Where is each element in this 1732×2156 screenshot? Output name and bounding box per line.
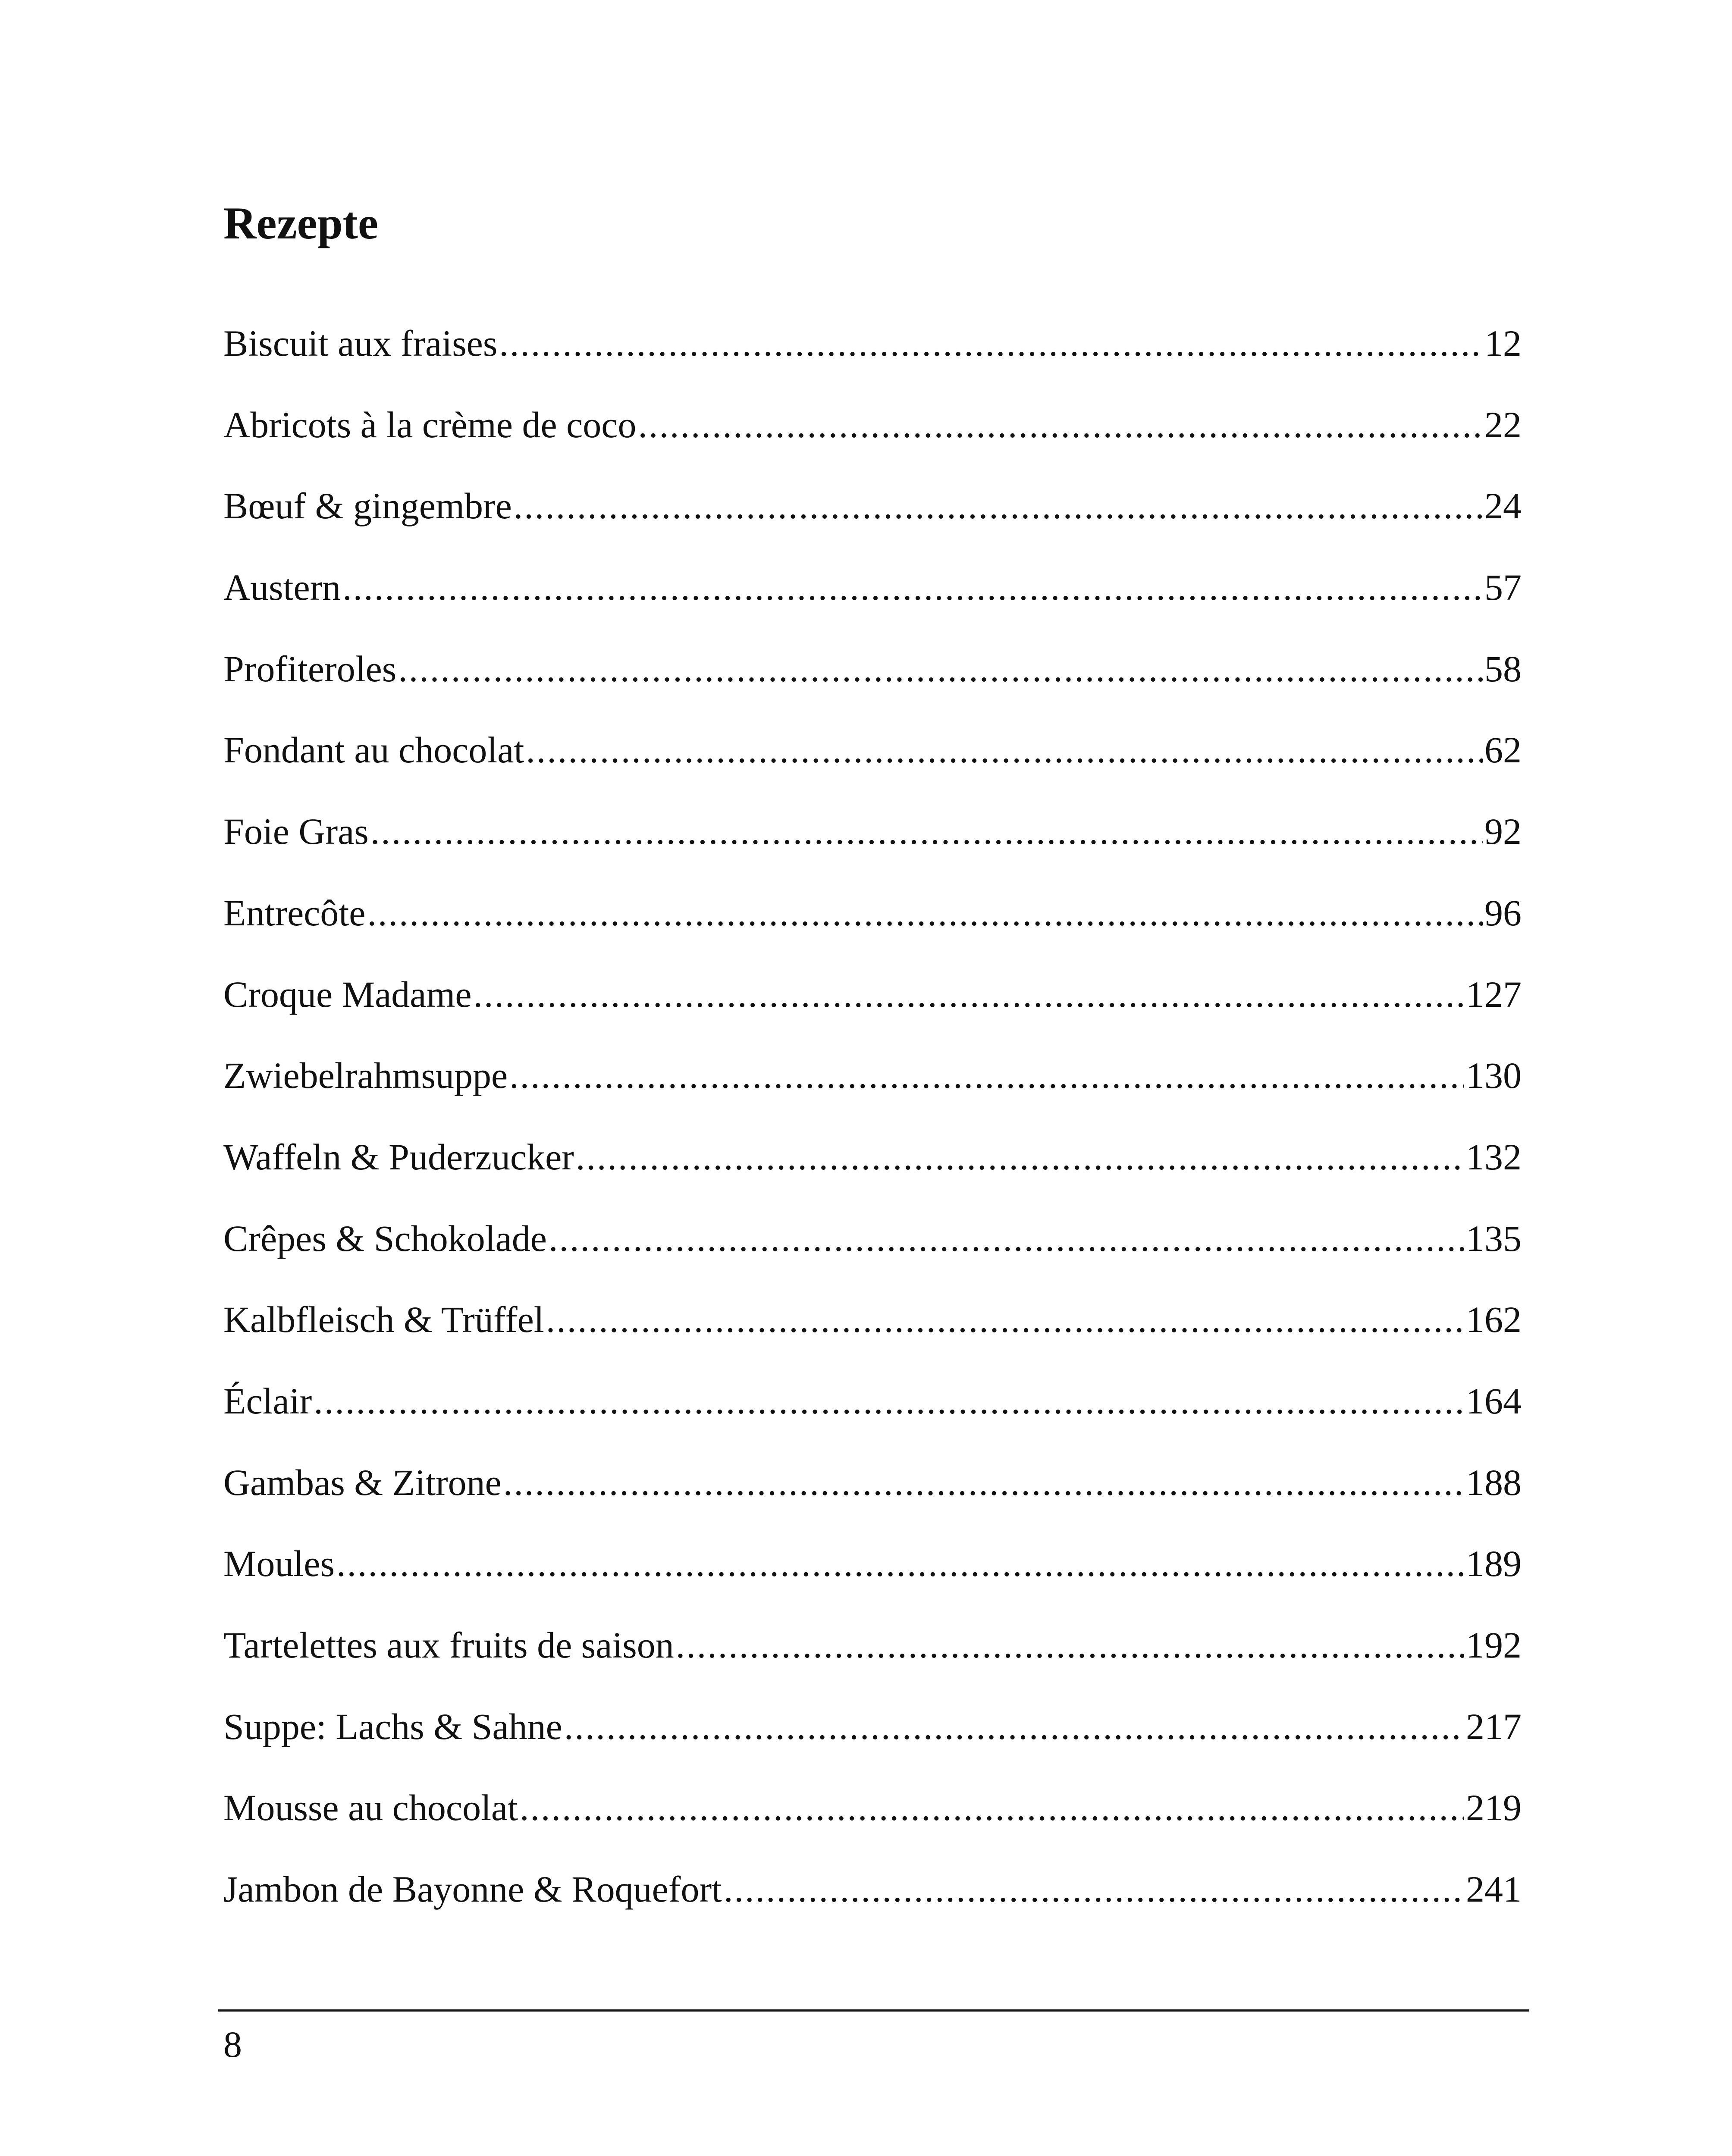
dot-leader (509, 1053, 1464, 1098)
toc-entry-title: Entrecôte (223, 892, 366, 934)
toc-entry-title: Moules (223, 1543, 335, 1585)
toc-entry (223, 321, 1522, 403)
toc-entry-title: Profiteroles (223, 648, 397, 689)
toc-entry-title: Jambon de Bayonne & Roquefort (223, 1868, 722, 1910)
dot-leader (499, 321, 1483, 366)
toc-entry-title: Fondant au chocolat (223, 729, 524, 771)
dot-leader (676, 1623, 1464, 1667)
toc-entry (223, 972, 1522, 1054)
dot-leader (724, 1867, 1464, 1912)
dot-leader (342, 565, 1483, 610)
toc-entry-page: 12 (1484, 323, 1522, 364)
toc-entry-title: Waffeln & Puderzucker (223, 1136, 574, 1178)
toc-entry (223, 809, 1522, 891)
dot-leader (367, 891, 1483, 935)
toc-entry-page: 188 (1466, 1461, 1522, 1503)
toc-entry (223, 1705, 1522, 1786)
toc-entry-title: Biscuit aux fraises (223, 323, 498, 364)
dot-leader (370, 809, 1483, 854)
dot-leader (503, 1460, 1464, 1505)
dot-leader (336, 1542, 1464, 1586)
toc-entry-title: Austern (223, 567, 341, 608)
dot-leader (638, 403, 1483, 447)
toc-entry-title: Zwiebelrahmsuppe (223, 1055, 508, 1097)
toc-entry-page: 57 (1484, 567, 1522, 608)
toc-entry-page: 22 (1484, 404, 1522, 445)
dot-leader (520, 1786, 1464, 1830)
toc-entry (223, 1786, 1522, 1867)
toc-entry (223, 1623, 1522, 1705)
toc-entry (223, 647, 1522, 728)
toc-entry-page: 164 (1466, 1380, 1522, 1422)
page-number: 8 (223, 2024, 242, 2065)
toc-entry-page: 24 (1484, 485, 1522, 527)
toc-entry-title: Abricots à la crème de coco (223, 404, 637, 445)
toc-entry (223, 1460, 1522, 1542)
page-title: Rezepte (223, 198, 378, 248)
toc-entry-title: Foie Gras (223, 811, 369, 852)
toc-entry-title: Bœuf & gingembre (223, 485, 512, 527)
toc-entry-page: 135 (1466, 1217, 1522, 1259)
toc-entry (223, 1542, 1522, 1623)
toc-entry (223, 1135, 1522, 1216)
footer-divider (218, 2009, 1529, 2012)
toc-entry-page: 127 (1466, 973, 1522, 1015)
toc-entry-page: 58 (1484, 648, 1522, 689)
dot-leader (526, 728, 1483, 772)
dot-leader (549, 1216, 1464, 1261)
dot-leader (398, 647, 1483, 691)
toc-entry-title: Suppe: Lachs & Sahne (223, 1705, 562, 1747)
toc-entry-title: Gambas & Zitrone (223, 1461, 502, 1503)
toc-entry-page: 162 (1466, 1299, 1522, 1341)
dot-leader (314, 1379, 1464, 1423)
toc-entry (223, 728, 1522, 809)
toc-entry-page: 192 (1466, 1624, 1522, 1666)
toc-entry (223, 403, 1522, 484)
toc-entry-page: 132 (1466, 1136, 1522, 1178)
toc-entry-page: 92 (1484, 811, 1522, 852)
toc-entry-page: 219 (1466, 1787, 1522, 1829)
dot-leader (564, 1705, 1464, 1749)
toc-entry-title: Mousse au chocolat (223, 1787, 518, 1829)
toc-entry-page: 241 (1466, 1868, 1522, 1910)
toc-entry (223, 1297, 1522, 1379)
toc-entry (223, 1216, 1522, 1298)
toc-entry (223, 1379, 1522, 1460)
toc-entry-page: 217 (1466, 1705, 1522, 1747)
dot-leader (474, 972, 1464, 1017)
toc-entry-page: 189 (1466, 1543, 1522, 1585)
dot-leader (514, 484, 1483, 528)
toc-entry-title: Tartelettes aux fruits de saison (223, 1624, 674, 1666)
toc-entry-title: Kalbfleisch & Trüffel (223, 1299, 544, 1341)
recipe-index (223, 321, 1522, 1949)
toc-entry-page: 96 (1484, 892, 1522, 934)
toc-entry-page: 130 (1466, 1055, 1522, 1097)
toc-entry-page: 62 (1484, 729, 1522, 771)
dot-leader (546, 1297, 1464, 1342)
toc-entry-title: Crêpes & Schokolade (223, 1217, 547, 1259)
toc-entry-title: Croque Madame (223, 973, 472, 1015)
toc-entry (223, 1867, 1522, 1949)
toc-entry (223, 565, 1522, 647)
toc-entry (223, 1053, 1522, 1135)
dot-leader (576, 1135, 1464, 1179)
toc-entry-title: Éclair (223, 1380, 312, 1422)
toc-entry (223, 484, 1522, 565)
toc-entry (223, 891, 1522, 972)
